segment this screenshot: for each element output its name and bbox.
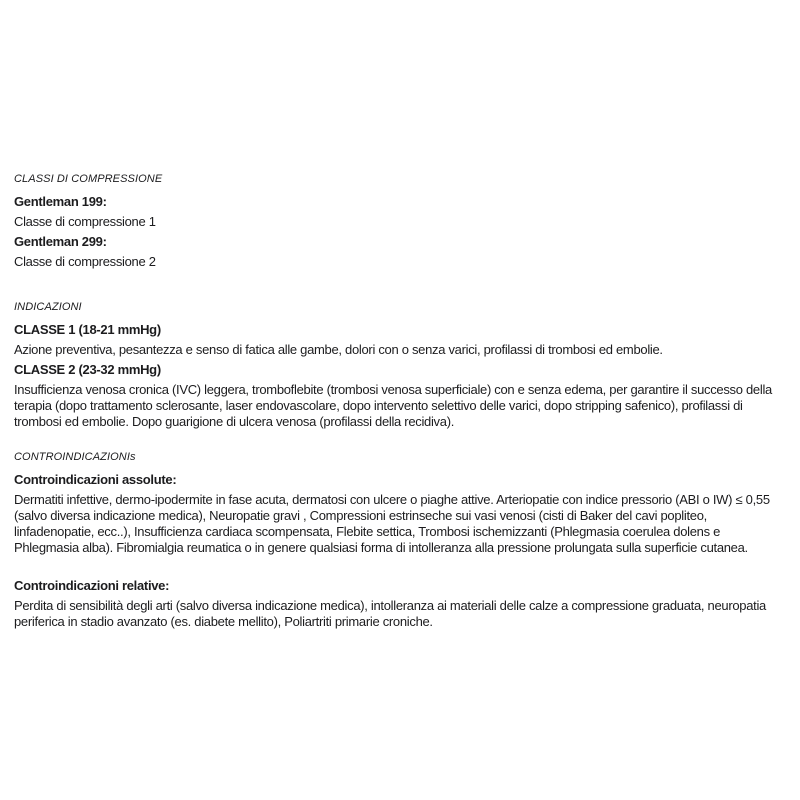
section-heading-indicazioni: INDICAZIONI	[14, 301, 82, 313]
paragraph-classe-1: Azione preventiva, pesantezza e senso di fatica alle gambe, dolori con o senza varici, profilassi di trombosi ed embolie.	[14, 342, 663, 357]
section-indicazioni	[14, 300, 788, 430]
paragraph-controindicazioni-relative: Perdita di sensibilità degli arti (salvo diversa indicazione medica), intolleranza ai materiali delle calze a compressione graduata, neuropatia periferica in stadio avanzato (es. diabete mellito), Poliartriti primarie croniche.	[14, 598, 766, 629]
label-classe-1: CLASSE 1 (18-21 mmHg)	[14, 322, 161, 337]
label-gentleman-199: Gentleman 199:	[14, 194, 107, 209]
paragraph-controindicazioni-assolute: Dermatiti infettive, dermo-ipodermite in fase acuta, dermatosi con ulcere o piaghe attive. Arteriopatie con indice pressorio (ABI o IW) ≤ 0,55 (salvo diversa indicazione medica), Neuropatie gravi , Compressioni estrinseche sui vasi venosi (cisti di Baker del cavi popliteo, linfadenopatie, ecc..), Insufficienza cardiaca scompensata, Flebite settica, Trombosi ischemizzanti (Phlegmasia coerulea dolens e Phlegmasia alba). Fibromialgia reumatica o in genere qualsiasi forma di intolleranza alla pressione prolungata sulla superficie cutanea.	[14, 492, 770, 555]
label-controindicazioni-assolute: Controindicazioni assolute:	[14, 472, 177, 487]
paragraph-classe-2: Insufficienza venosa cronica (IVC) leggera, tromboflebite (trombosi venosa superficiale) con e senza edema, per garantire il successo della terapia (dopo trattamento sclerosante, laser endovascolare, dopo intervento selettivo delle varici, dopo stripping safenico), profilassi di trombosi ed embolie. Dopo guarigione di ulcera venosa (profilassi della recidiva).	[14, 382, 772, 429]
section-heading-controindicazioni: CONTROINDICAZIONIs	[14, 451, 136, 463]
label-controindicazioni-relative: Controindicazioni relative:	[14, 578, 170, 593]
section-controindicazioni	[14, 450, 788, 630]
section-heading-classi: CLASSI DI COMPRESSIONE	[14, 173, 163, 185]
value-gentleman-199: Classe di compressione 1	[14, 214, 156, 229]
section-classi-di-compressione	[14, 172, 788, 272]
label-gentleman-299: Gentleman 299:	[14, 234, 107, 249]
value-gentleman-299: Classe di compressione 2	[14, 254, 156, 269]
label-classe-2: CLASSE 2 (23-32 mmHg)	[14, 362, 161, 377]
